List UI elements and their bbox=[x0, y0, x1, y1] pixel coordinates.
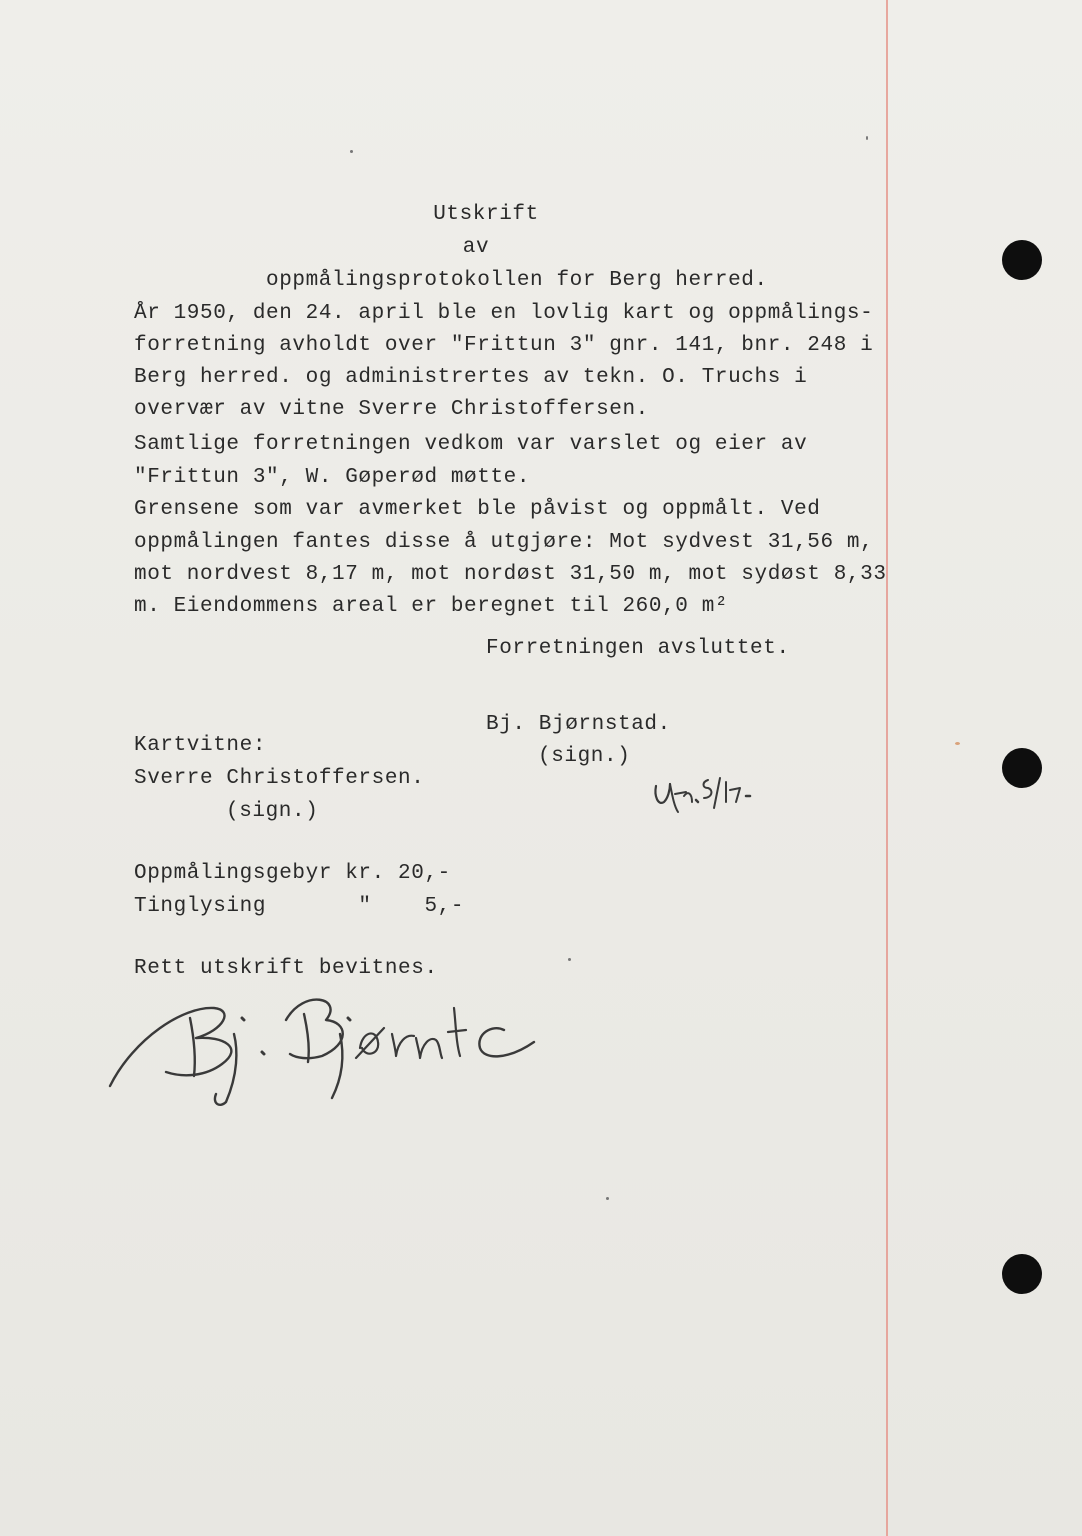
document-title-of: av bbox=[462, 236, 490, 259]
handwritten-signature bbox=[104, 978, 564, 1108]
body-line: Grensene som var avmerket ble påvist og oppmålt. Ved bbox=[134, 498, 821, 521]
body-line: År 1950, den 24. april ble en lovlig kart og oppmålings- bbox=[134, 302, 874, 325]
body-line: m. Eiendommens areal er beregnet til 260,0 m² bbox=[134, 595, 729, 618]
closing-line: Forretningen avsluttet. bbox=[486, 637, 790, 660]
body-line: overvær av vitne Sverre Christoffersen. bbox=[134, 398, 649, 421]
ink-speck bbox=[606, 1197, 609, 1200]
body-line: forretning avholdt over "Frittun 3" gnr. 141, bnr. 248 i bbox=[134, 334, 874, 357]
body-line: Berg herred. og administrertes av tekn. O. Truchs i bbox=[134, 366, 808, 389]
body-line: mot nordvest 8,17 m, mot nordøst 31,50 m, mot sydøst 8,33 bbox=[134, 563, 887, 586]
ink-speck bbox=[866, 136, 868, 140]
body-line: Samtlige forretningen vedkom var varslet og eier av bbox=[134, 433, 808, 456]
ink-speck bbox=[350, 150, 353, 153]
body-line: "Frittun 3", W. Gøperød møtte. bbox=[134, 466, 531, 489]
attestation: Rett utskrift bevitnes. bbox=[134, 957, 438, 980]
document-title: Utskrift bbox=[433, 203, 539, 226]
margin-rule bbox=[886, 0, 888, 1536]
witness-label: Kartvitne: bbox=[134, 734, 267, 757]
punch-hole-bottom bbox=[1002, 1254, 1042, 1294]
fee-registration: Tinglysing " 5,- bbox=[134, 895, 465, 918]
body-line: oppmålingen fantes disse å utgjøre: Mot sydvest 31,56 m, bbox=[134, 531, 874, 554]
punch-hole-top bbox=[1002, 240, 1042, 280]
ink-speck bbox=[955, 742, 960, 745]
surveyor-sign: (sign.) bbox=[538, 745, 631, 768]
surveyor-name: Bj. Bjørnstad. bbox=[486, 713, 671, 736]
witness-name: Sverre Christoffersen. bbox=[134, 767, 425, 790]
handwritten-note bbox=[648, 772, 788, 822]
document-subtitle: oppmålingsprotokollen for Berg herred. bbox=[266, 269, 768, 292]
punch-hole-middle bbox=[1002, 748, 1042, 788]
fee-survey: Oppmålingsgebyr kr. 20,- bbox=[134, 862, 451, 885]
ink-speck bbox=[568, 958, 571, 961]
witness-sign: (sign.) bbox=[226, 800, 319, 823]
